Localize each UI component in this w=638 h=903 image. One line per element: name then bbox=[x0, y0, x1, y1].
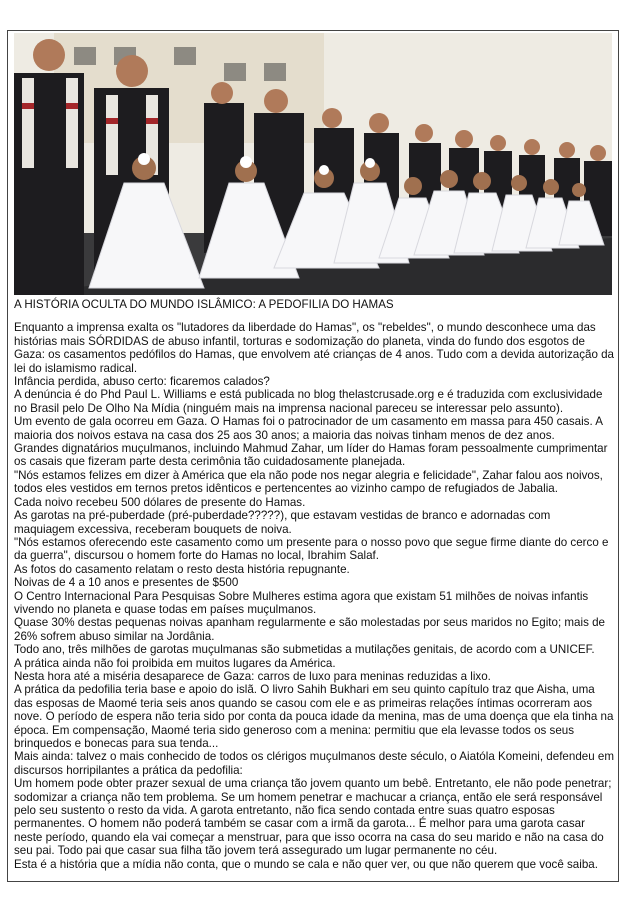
article bbox=[14, 298, 614, 871]
wedding-photo bbox=[14, 33, 612, 295]
article-paragraph: As fotos do casamento relatam o resto desta história repugnante. bbox=[14, 562, 350, 576]
article-paragraph: Enquanto a imprensa exalta os "lutadores da liberdade do Hamas", os "rebeldes", o mundo desconhece uma das histórias mais SÓRDIDAS de abuso infantil, torturas e sodomização do planeta, vinda do fundo dos esgotos de Gaza: os casamentos pedófilos do Hamas, que envolvem até crianças de 4 anos. Tudo com a devida autorização da lei do islamismo radical. bbox=[14, 321, 615, 375]
article-paragraph: Um homem pode obter prazer sexual de uma criança tão jovem quanto um bebê. Entretanto, ele não pode penetrar; sodomizar a criança não tem problema. Se um homem penetrar e machucar a criança, então ele será responsável pelo seu sustento o resto da vida. A garota entretanto, não fica sendo contada entre suas quatro esposas permanentes. O homem não poderá também se casar com a irmã da garota... É melhor para uma garota casar neste período, quando ela vai começar a menstruar, para que isso ocorra na casa do seu marido e não na casa do seu pai. Todo pai que casar sua filha tão jovem terá assegurado um lugar permanente no céu. bbox=[14, 777, 612, 858]
article-paragraph: Nesta hora até a miséria desaparece de Gaza: carros de luxo para meninas reduzidas a lixo. bbox=[14, 669, 491, 683]
article-paragraph: Mais ainda: talvez o mais conhecido de todos os clérigos muçulmanos deste século, o Aiatóla Komeini, defendeu em discursos horripilantes a prática da pedofilia: bbox=[14, 750, 614, 777]
article-paragraph: "Nós estamos felizes em dizer à América que ela não pode nos negar alegria e felicidade", Zahar falou aos noivos, todos eles vestidos em ternos pretos idênticos e pertencentes ao vizinho campo de refugiados de Jabalia. bbox=[14, 468, 603, 496]
article-paragraph: A prática ainda não foi proibida em muitos lugares da América. bbox=[14, 656, 336, 670]
article-paragraph: O Centro Internacional Para Pesquisas Sobre Mulheres estima agora que existam 51 milhões de noivas infantis vivendo no planeta e quase todas em países muçulmanos. bbox=[14, 589, 589, 616]
article-paragraph: Quase 30% destas pequenas noivas apanham regularmente e são molestadas por seus maridos no Egito; mais de 26% sofrem abuso similar na Jordânia. bbox=[14, 616, 605, 643]
article-paragraph: Grandes dignatários muçulmanos, incluindo Mahmud Zahar, um líder do Hamas foram pessoalmente cumprimentar os casais que fizeram parte desta cerimônia tão cuidadosamente planejada. bbox=[14, 442, 608, 469]
article-paragraph: A prática da pedofilia teria base e apoio do islã. O livro Sahih Bukhari em seu quinto capítulo traz que Aisha, uma das esposas de Maomé teria seis anos quando se casou com ele e as primeiras relações íntimas ocorreram aos nove. O período de espera não teria sido por conta da pouca idade da menina, mas de uma doença que ela tinha na época. Em compensação, Maomé teria sido generoso com a menina: permitiu que ela levasse todos os seus brinquedos e bonecas para sua tenda... bbox=[14, 683, 614, 750]
article-title: A HISTÓRIA OCULTA DO MUNDO ISLÂMICO: A PEDOFILIA DO HAMAS bbox=[14, 298, 394, 311]
article-paragraph: Noivas de 4 a 10 anos e presentes de $500 bbox=[14, 576, 239, 590]
article-paragraph: Cada noivo recebeu 500 dólares de presente do Hamas. bbox=[14, 495, 306, 509]
document-page bbox=[7, 30, 619, 882]
article-paragraph: Um evento de gala ocorreu em Gaza. O Hamas foi o patrocinador de um casamento em massa para 450 casais. A maioria dos noivos estava na casa dos 25 aos 30 anos; a maioria das noivas tinham menos de dez anos. bbox=[14, 415, 603, 442]
article-paragraph: As garotas na pré-puberdade (pré-puberdade?????), que estavam vestidas de branco e adornadas com maquiagem excessiva, receberam bouquets de noiva. bbox=[14, 509, 551, 536]
article-paragraph: Esta é a história que a mídia não conta, que o mundo se cala e não quer ver, ou que não querem que você saiba. bbox=[14, 857, 598, 871]
article-paragraph: Todo ano, três milhões de garotas muçulmanas são submetidas a mutilações genitais, de acordo com a UNICEF. bbox=[14, 643, 595, 657]
article-paragraph: "Nós estamos oferecendo este casamento como um presente para o nosso povo que segue firme diante do cerco e da guerra", discursou o homem forte do Hamas no local, Ibrahim Salaf. bbox=[14, 535, 609, 563]
article-paragraph: Infância perdida, abuso certo: ficaremos calados? bbox=[14, 375, 270, 389]
article-paragraph: A denúncia é do Phd Paul L. Williams e está publicada no blog thelastcrusade.org e é traduzida com exclusividade no Brasil pelo De Olho Na Mídia (ninguém mais na imprensa nacional pareceu se interessar pelo assunto). bbox=[14, 388, 603, 415]
wedding-photo-image bbox=[14, 33, 612, 295]
